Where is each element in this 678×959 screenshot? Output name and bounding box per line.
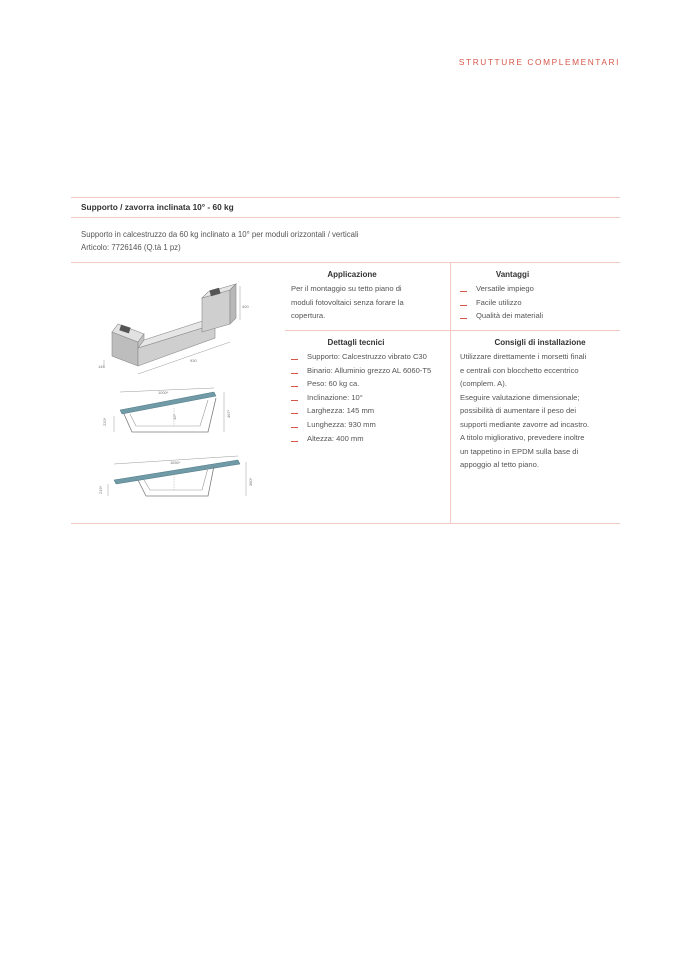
description-line: Supporto in calcestruzzo da 60 kg inclinato a 10° per moduli orizzontali / verticali [81,230,359,239]
rule-top [71,197,620,198]
list-item: Peso: 60 kg ca. [291,377,431,391]
text-line: Per il montaggio su tetto piano di [291,284,402,293]
list-item: Altezza: 400 mm [291,432,431,446]
technical-drawing [90,280,260,510]
vantaggi-heading: Vantaggi [495,270,530,279]
text-line: appoggio al tetto piano. [460,460,539,469]
text-line: copertura. [291,311,326,320]
section-title: STRUTTURE COMPLEMENTARI [458,57,620,67]
side1-mid-label: 10° [172,413,177,420]
text-line: Eseguire valutazione dimensionale; [460,392,580,402]
row-divider [285,330,620,331]
list-item: Larghezza: 145 mm [291,404,431,418]
bullet-dash-icon [291,400,298,401]
bullet-dash-icon [291,427,298,428]
list-item: Supporto: Calcestruzzo vibrato C30 [291,350,431,364]
consigli-heading: Consigli di installazione [494,338,586,347]
bullet-dash-icon [291,441,298,442]
dim-width-label: 145 [98,364,105,369]
applicazione-text [291,282,404,323]
text-line: Utilizzare direttamente i morsetti finali [460,352,587,361]
consigli-text [460,350,589,472]
side-view-1 [114,388,224,432]
bullet-dash-icon [291,413,298,414]
product-title: Supporto / zavorra inclinata 10° - 60 kg [81,202,234,212]
text-line: (complem. A). [460,379,507,388]
text-line: moduli fotovoltaici senza forare la [291,297,404,307]
side1-left-label: 220* [102,417,107,426]
bullet-dash-icon [460,291,467,292]
bullet-dash-icon [291,359,298,360]
text-line: supporti mediante zavorre ad incastro. [460,419,590,429]
list-item: Lunghezza: 930 mm [291,418,431,432]
column-divider [450,263,451,523]
side2-left-label: 215* [98,485,103,494]
dim-length-label: 930 [190,358,197,363]
side1-right-label: 467* [226,409,231,418]
applicazione-heading: Applicazione [327,270,377,279]
rule-table-bottom [71,523,620,524]
list-item: Binario: Alluminio grezzo AL 6060-T5 [291,364,431,378]
bullet-dash-icon [291,386,298,387]
side2-top-label: 1650* [170,460,181,465]
dettagli-list [291,350,431,445]
description-line: Articolo: 7726146 (Q.tà 1 pz) [81,243,181,252]
text-line: e centrali con blocchetto eccentrico [460,365,579,375]
rule-table-top [71,262,620,263]
text-line: A titolo migliorativo, prevedere inoltre [460,433,585,442]
bullet-dash-icon [291,373,298,374]
text-line: un tappetino in EPDM sulla base di [460,446,579,456]
bullet-dash-icon [460,305,467,306]
list-item: Qualità dei materiali [460,309,543,323]
vantaggi-list [460,282,543,323]
product-description [81,228,358,254]
bullet-dash-icon [460,318,467,319]
rule-below-title [71,217,620,218]
side1-top-label: 1000* [158,390,169,395]
side2-right-label: 380* [248,477,253,486]
list-item: Versatile impiego [460,282,543,296]
iso-view [104,284,240,374]
list-item: Facile utilizzo [460,296,543,310]
list-item: Inclinazione: 10° [291,391,431,405]
dettagli-heading: Dettagli tecnici [327,338,385,347]
text-line: possibilità di aumentare il peso dei [460,406,577,415]
dim-height-label: 400 [242,304,249,309]
